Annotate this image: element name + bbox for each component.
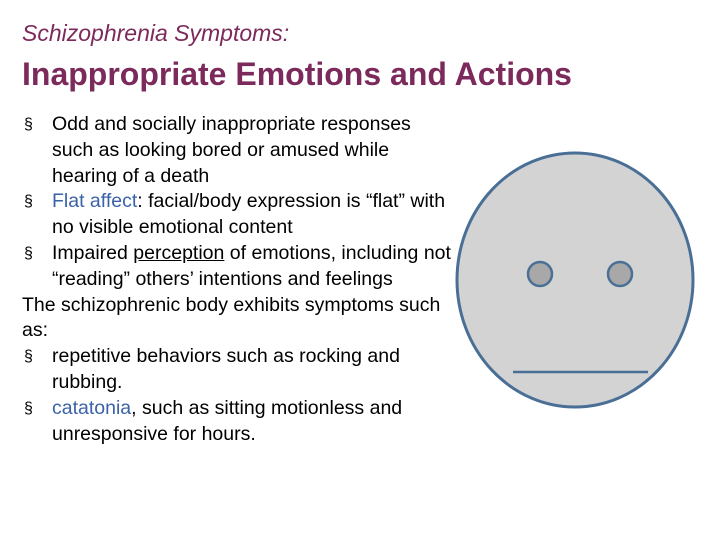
list-item (22, 396, 452, 448)
left-eye (528, 262, 552, 286)
list-item (22, 189, 452, 241)
slide-subtitle: Schizophrenia Symptoms: (22, 20, 290, 46)
bullet-icon: § (24, 193, 33, 211)
list-item (22, 344, 452, 396)
bullet-text: Odd and socially inappropriate responses such as looking bored or amused while hearing of a death (52, 113, 411, 187)
body-paragraph: The schizophrenic body exhibits symptoms such as: (22, 293, 441, 342)
term-perception: perception (133, 241, 225, 264)
face-outline (457, 153, 693, 407)
bullet-icon: § (24, 399, 33, 417)
bullet-icon: § (24, 244, 33, 262)
bullet-text: of emotions, including not “reading” others’ intentions and feelings (52, 241, 451, 290)
right-eye (608, 262, 632, 286)
bullet-icon: § (24, 116, 33, 133)
bullet-text: : facial/body expression is “flat” with no visible emotional content (52, 190, 446, 239)
bullet-icon: § (24, 348, 33, 366)
list-item (22, 112, 452, 189)
list-item (22, 241, 452, 293)
face-graphic (455, 150, 695, 410)
term-catatonia: catatonia (52, 396, 132, 419)
bullet-text: repetitive behaviors such as rocking and rubbing. (52, 345, 400, 393)
neutral-face-icon (455, 150, 695, 410)
bullet-list (22, 112, 452, 447)
bullet-text: Impaired (52, 241, 134, 264)
bullet-text: , such as sitting motionless and unresponsive for hours. (52, 396, 403, 445)
term-flat-affect: Flat affect (52, 190, 138, 213)
slide-title: Inappropriate Emotions and Actions (22, 56, 572, 92)
